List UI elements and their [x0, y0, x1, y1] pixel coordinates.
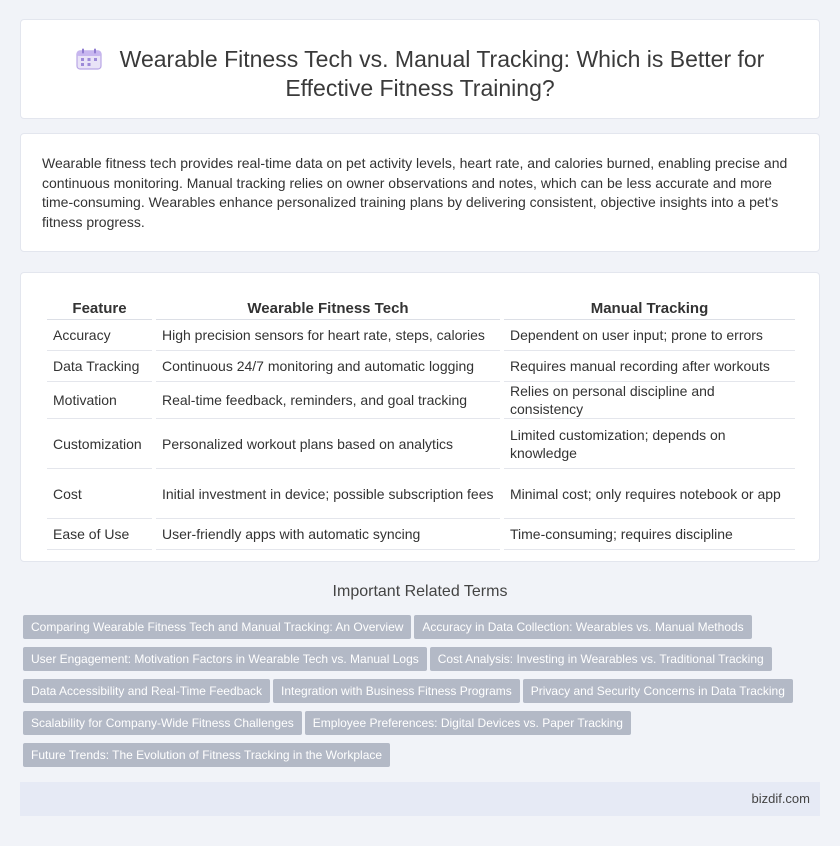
- column-header-feature: Feature: [47, 297, 152, 320]
- cell-feature: Motivation: [47, 382, 152, 419]
- table-row: [47, 419, 795, 469]
- column-header-manual: Manual Tracking: [504, 297, 795, 320]
- related-term-tag[interactable]: User Engagement: Motivation Factors in Wearable Tech vs. Manual Logs: [23, 647, 427, 671]
- cell-feature: Ease of Use: [47, 519, 152, 550]
- cell-manual: Limited customization; depends on knowledge: [504, 419, 795, 469]
- cell-manual: Requires manual recording after workouts: [504, 351, 795, 382]
- related-term-tag[interactable]: Future Trends: The Evolution of Fitness Tracking in the Workplace: [23, 743, 390, 767]
- cell-wearable: User-friendly apps with automatic syncing: [156, 519, 500, 550]
- related-terms-list: [23, 615, 803, 775]
- title-card: [20, 19, 820, 119]
- table-row: [47, 469, 795, 519]
- cell-wearable: Initial investment in device; possible subscription fees: [156, 469, 500, 519]
- cell-wearable: Real-time feedback, reminders, and goal tracking: [156, 382, 500, 419]
- cell-feature: Accuracy: [47, 320, 152, 351]
- cell-manual: Dependent on user input; prone to errors: [504, 320, 795, 351]
- related-term-tag[interactable]: Integration with Business Fitness Programs: [273, 679, 520, 703]
- related-term-tag[interactable]: Data Accessibility and Real-Time Feedback: [23, 679, 270, 703]
- cell-feature: Customization: [47, 419, 152, 469]
- cell-manual: Relies on personal discipline and consistency: [504, 382, 795, 419]
- table-header-row: [47, 297, 795, 320]
- calendar-icon: [76, 48, 102, 70]
- page-title: [21, 45, 819, 103]
- comparison-table-card: [20, 272, 820, 562]
- related-terms-heading: Important Related Terms: [332, 583, 508, 600]
- intro-paragraph: Wearable fitness tech provides real-time data on pet activity levels, heart rate, and calories burned, enabling precise and continuous monitoring. Manual tracking relies on owner observations and notes, which can be less accurate and more time-consuming. Wearables enhance personalized training plans by delivering consistent, objective insights into a pet's fitness progress.: [42, 155, 788, 230]
- table-row: [47, 382, 795, 419]
- cell-wearable: Personalized workout plans based on analytics: [156, 419, 500, 469]
- footer: [20, 782, 820, 816]
- table-row: [47, 519, 795, 550]
- title-line-2: Effective Fitness Training?: [285, 75, 555, 101]
- table-row: [47, 320, 795, 351]
- related-term-tag[interactable]: Accuracy in Data Collection: Wearables vs. Manual Methods: [414, 615, 751, 639]
- related-term-tag[interactable]: Employee Preferences: Digital Devices vs. Paper Tracking: [305, 711, 631, 735]
- related-term-tag[interactable]: Scalability for Company-Wide Fitness Challenges: [23, 711, 302, 735]
- cell-wearable: High precision sensors for heart rate, steps, calories: [156, 320, 500, 351]
- cell-feature: Cost: [47, 469, 152, 519]
- intro-card: [20, 133, 820, 252]
- related-term-tag[interactable]: Privacy and Security Concerns in Data Tracking: [523, 679, 793, 703]
- related-term-tag[interactable]: Comparing Wearable Fitness Tech and Manual Tracking: An Overview: [23, 615, 411, 639]
- footer-site-link[interactable]: bizdif.com: [751, 791, 810, 806]
- title-line-1: Wearable Fitness Tech vs. Manual Tracking: Which is Better for: [119, 46, 765, 72]
- column-header-wearable: Wearable Fitness Tech: [156, 297, 500, 320]
- comparison-table: [43, 297, 799, 550]
- cell-manual: Time-consuming; requires discipline: [504, 519, 795, 550]
- cell-wearable: Continuous 24/7 monitoring and automatic logging: [156, 351, 500, 382]
- related-term-tag[interactable]: Cost Analysis: Investing in Wearables vs. Traditional Tracking: [430, 647, 772, 671]
- cell-feature: Data Tracking: [47, 351, 152, 382]
- table-row: [47, 351, 795, 382]
- cell-manual: Minimal cost; only requires notebook or app: [504, 469, 795, 519]
